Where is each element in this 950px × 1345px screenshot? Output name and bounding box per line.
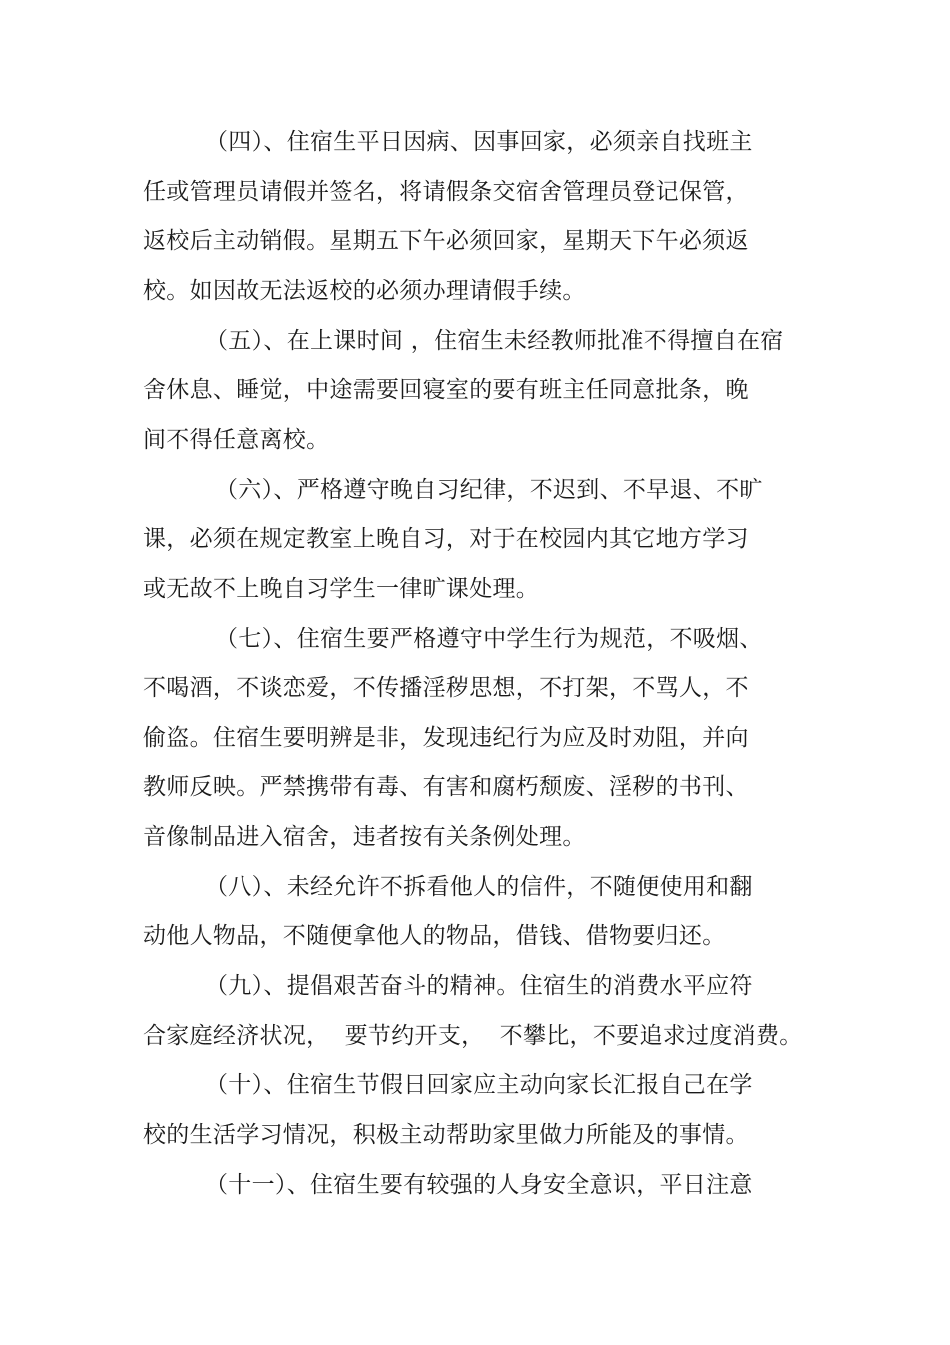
text-line: 校的生活学习情况，积极主动帮助家里做力所能及的事情。 <box>143 1122 749 1148</box>
text-line: （十）、住宿生节假日回家应主动向家长汇报自己在学 <box>205 1072 753 1098</box>
text-line: 音像制品进入宿舍，违者按有关条例处理。 <box>143 824 586 850</box>
text-line: （五）、在上课时间 ，住宿生未经教师批准不得擅自在宿 <box>205 328 784 354</box>
text-line: 合家庭经济状况， 要节约开支， 不攀比，不要追求过度消费。 <box>143 1023 803 1049</box>
text-line: 课，必须在规定教室上晚自习，对于在校园内其它地方学习 <box>143 526 749 552</box>
text-line: （十一）、住宿生要有较强的人身安全意识，平日注意 <box>205 1172 753 1198</box>
text-line: （九）、提倡艰苦奋斗的精神。住宿生的消费水平应符 <box>205 973 753 999</box>
text-line: 或无故不上晚自习学生一律旷课处理。 <box>143 576 540 602</box>
text-line: 动他人物品，不随便拿他人的物品，借钱、借物要归还。 <box>143 923 726 949</box>
text-line: 不喝酒，不谈恋爱，不传播淫秽思想，不打架，不骂人，不 <box>143 675 749 701</box>
text-line: （四）、住宿生平日因病、因事回家，必须亲自找班主 <box>205 129 753 155</box>
text-line: 任或管理员请假并签名，将请假条交宿舍管理员登记保管， <box>143 179 749 205</box>
text-line: 偷盗。住宿生要明辨是非，发现违纪行为应及时劝阻，并向 <box>143 725 749 751</box>
text-line: （六）、严格遵守晚自习纪律，不迟到、不早退、不旷 <box>215 477 763 503</box>
text-line: （七）、住宿生要严格遵守中学生行为规范，不吸烟、 <box>215 626 763 652</box>
text-line: 教师反映。严禁携带有毒、有害和腐朽颓废、淫秽的书刊、 <box>143 774 749 800</box>
text-line: （八）、未经允许不拆看他人的信件，不随便使用和翻 <box>205 874 753 900</box>
text-line: 间不得任意离校。 <box>143 427 330 453</box>
text-line: 舍休息、睡觉，中途需要回寝室的要有班主任同意批条，晚 <box>143 377 749 403</box>
text-line: 校。如因故无法返校的必须办理请假手续。 <box>143 278 586 304</box>
text-line: 返校后主动销假。星期五下午必须回家，星期天下午必须返 <box>143 228 749 254</box>
